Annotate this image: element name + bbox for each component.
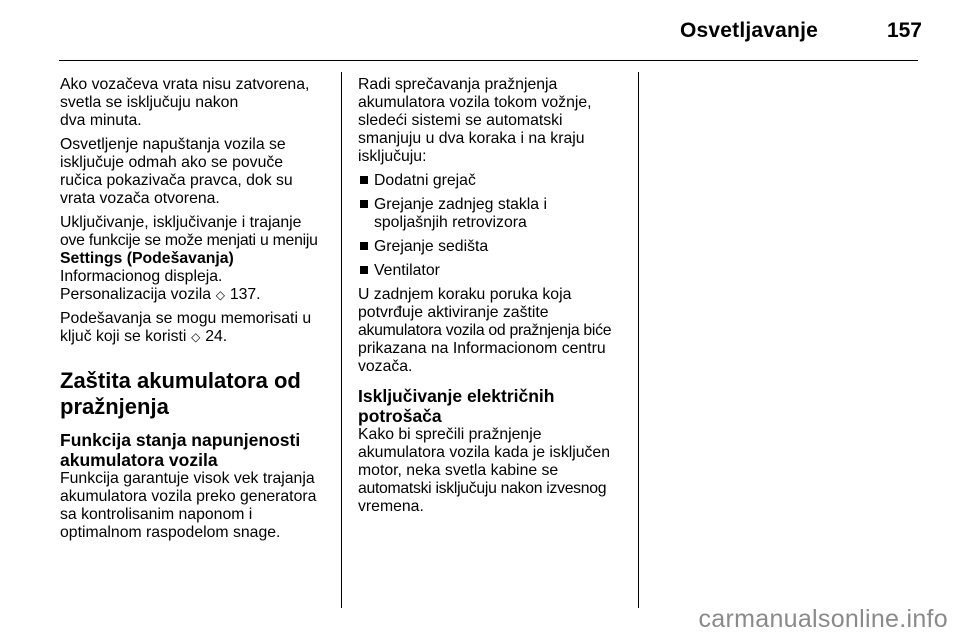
list-item: Dodatni grejač	[358, 172, 630, 190]
cross-reference[interactable]: ključ koji se koristi ◇ 24.	[60, 328, 228, 345]
subsection-heading: Isključivanje električnih potrošača	[358, 386, 555, 426]
paragraph: Osvetljenje napuštanja vozila se isključuje odmah ako se povuče ručica pokazivača pravca, dok su vrata vozača otvorena.	[60, 136, 293, 207]
menu-name: Settings (Podešavanja)	[60, 250, 234, 267]
paragraph: Podešavanja se mogu memorisati u ključ koji se koristi ◇ 24.	[60, 310, 332, 346]
paragraph: Uključivanje, isključivanje i trajanje ove funkcije se može menjati u meniju Settings (Podešavanja) Informacionog displeja. Personalizacija vozila ◇ 137.	[60, 214, 332, 304]
section-heading: Zaštita akumulatora od pražnjenja	[60, 368, 301, 419]
bullet-square-icon	[360, 176, 368, 184]
middle-column	[358, 76, 630, 522]
page-header	[0, 0, 960, 62]
bullet-square-icon	[360, 200, 368, 208]
bullet-square-icon	[360, 242, 368, 250]
paragraph: Kako bi sprečili pražnjenje akumulatora vozila kada je isključen motor, neka svetla kabine se automatski isključuju nakon izvesnog vremena.	[358, 426, 611, 515]
reference-arrow-icon: ◇	[215, 288, 226, 302]
reference-arrow-icon: ◇	[191, 330, 201, 344]
paragraph: Radi sprečavanja pražnjenja akumulatora vozila tokom vožnje, sledeći sistemi se automatski smanjuju u dva koraka i na kraju isključuju:	[358, 76, 592, 165]
paragraph: Ako vozačeva vrata nisu zatvorena, svetla se isključuju nakon dva minuta.	[60, 76, 310, 129]
header-divider	[59, 60, 918, 61]
paragraph: Funkcija garantuje visok vek trajanja akumulatora vozila preko generatora sa kontrolisanim naponom i optimalnom raspodelom snage.	[60, 470, 317, 541]
page-title: Osvetljavanje	[679, 19, 818, 42]
bullet-list	[358, 172, 630, 280]
paragraph: U zadnjem koraku poruka koja potvrđuje aktiviranje zaštite akumulatora vozila od pražnjenja biće prikazana na Informacionom centru vozača.	[358, 286, 612, 375]
column-divider-right	[638, 72, 639, 608]
column-divider-left	[341, 72, 342, 608]
cross-reference[interactable]: Personalizacija vozila ◇ 137.	[60, 286, 261, 303]
watermark: carmanualsonline.info	[698, 605, 948, 633]
list-item: Ventilator	[358, 262, 630, 280]
bullet-square-icon	[360, 266, 368, 274]
list-item: Grejanje zadnjeg stakla i spoljašnjih retrovizora	[358, 196, 630, 232]
left-column	[60, 76, 332, 548]
list-item: Grejanje sedišta	[358, 238, 630, 256]
page-number: 157	[886, 19, 922, 42]
subsection-heading: Funkcija stanja napunjenosti akumulatora vozila	[60, 430, 301, 470]
